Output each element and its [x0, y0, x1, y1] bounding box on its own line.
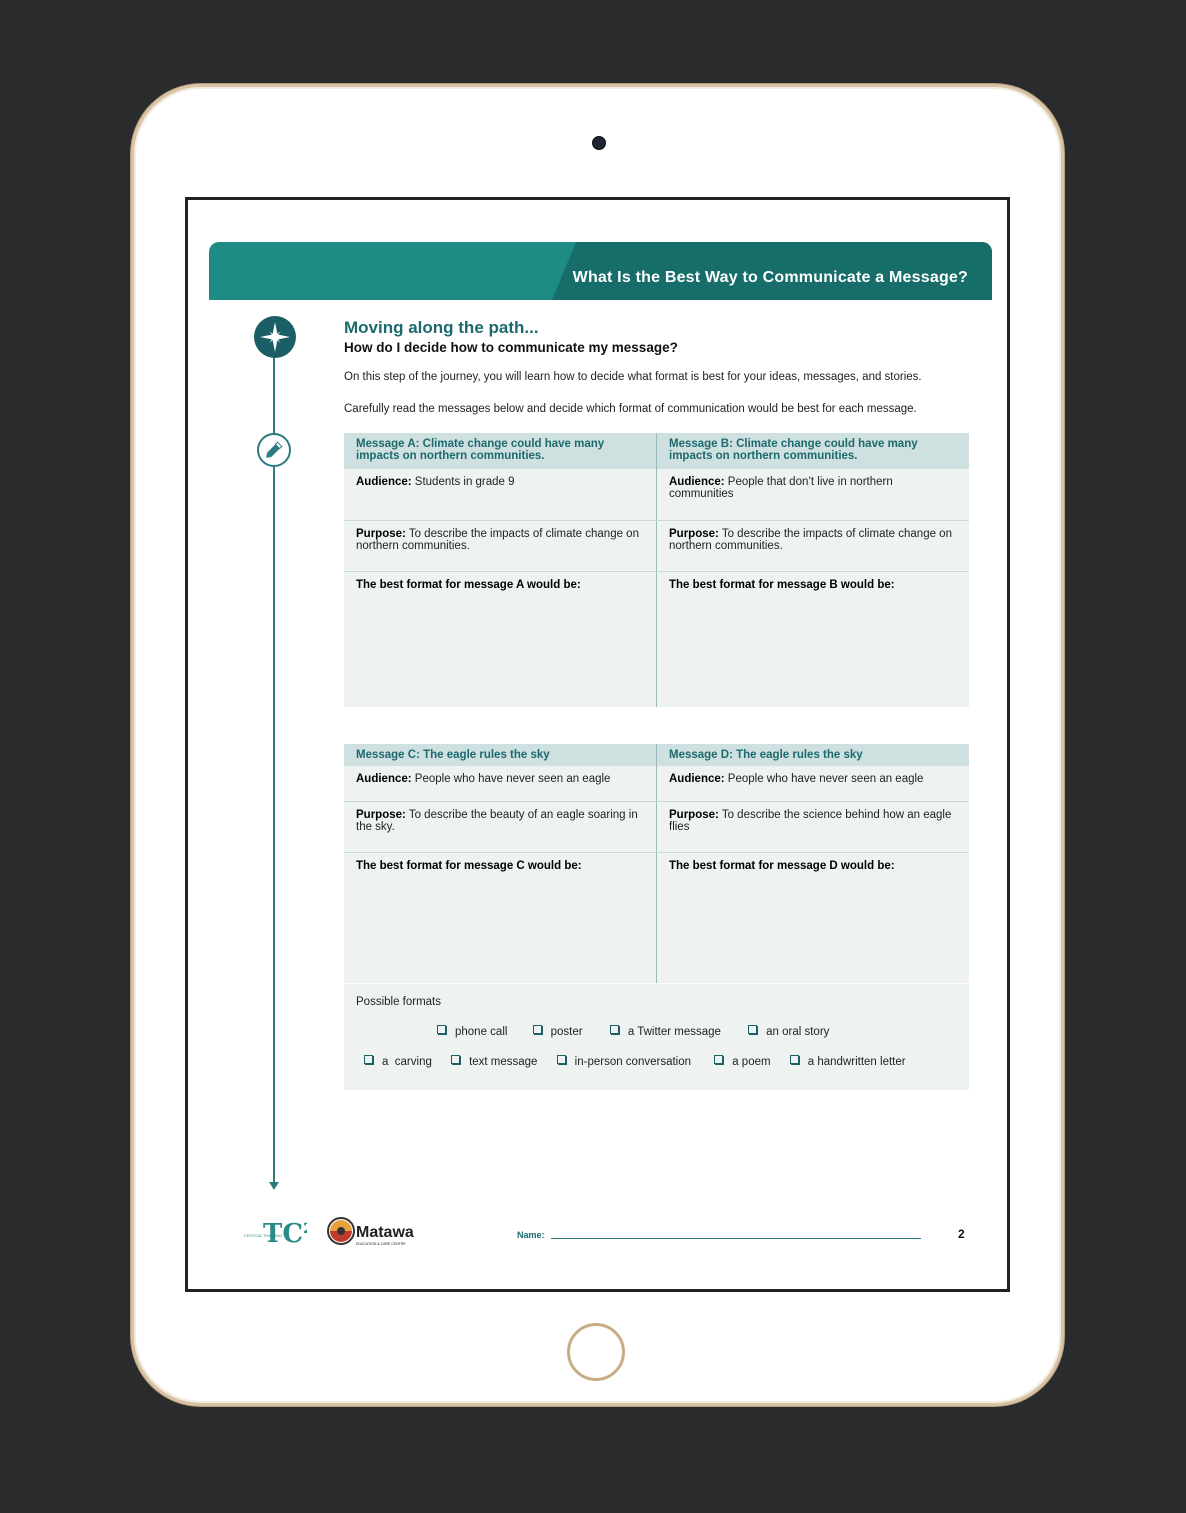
path-line [273, 355, 275, 1185]
message-a-purpose: Purpose: To describe the impacts of climate change on northern communities. [344, 520, 657, 571]
name-label: Name: [517, 1230, 545, 1240]
message-table-ab [344, 433, 969, 707]
table-row [344, 801, 969, 852]
message-a-header: Message A: Climate change could have many impacts on northern communities. [344, 433, 657, 469]
compass-star-icon [254, 316, 296, 358]
svg-text:CRITICAL THINKING: CRITICAL THINKING [244, 1233, 283, 1238]
home-button[interactable] [567, 1323, 625, 1381]
checkbox-icon[interactable] [451, 1055, 460, 1064]
message-a-answer-box[interactable]: The best format for message A would be: [344, 571, 657, 707]
format-option[interactable]: a carving [364, 1056, 432, 1068]
table-row [344, 433, 969, 469]
path-arrow-icon [269, 1182, 279, 1190]
message-b-audience: Audience: People that don’t live in northern communities [657, 469, 970, 520]
table-row [344, 469, 969, 520]
message-b-answer-box[interactable]: The best format for message B would be: [657, 571, 970, 707]
name-input-line[interactable] [551, 1238, 921, 1239]
table-row [344, 766, 969, 801]
critical-thinking-logo [243, 1212, 307, 1257]
svg-text:Matawa: Matawa [356, 1224, 414, 1241]
table-row [344, 852, 969, 983]
format-option[interactable]: phone call [437, 1026, 507, 1038]
checkbox-icon[interactable] [437, 1025, 446, 1034]
message-b-purpose: Purpose: To describe the impacts of climate change on northern communities. [657, 520, 970, 571]
camera-icon [592, 136, 606, 150]
intro-paragraph: On this step of the journey, you will learn how to decide what format is best for your ideas, messages, and stories. [344, 371, 922, 383]
format-option[interactable]: a poem [714, 1056, 770, 1068]
section-subheading: How do I decide how to communicate my message? [344, 340, 678, 355]
table-row [344, 571, 969, 707]
table-row [344, 520, 969, 571]
checkbox-icon[interactable] [610, 1025, 619, 1034]
svg-text:TC²: TC [263, 1219, 304, 1249]
message-d-answer-box[interactable]: The best format for message D would be: [657, 852, 970, 983]
message-c-header: Message C: The eagle rules the sky [344, 744, 657, 766]
section-heading: Moving along the path... [344, 318, 539, 337]
message-c-purpose: Purpose: To describe the beauty of an eagle soaring in the sky. [344, 801, 657, 852]
checkbox-icon[interactable] [790, 1055, 799, 1064]
formats-row-2 [364, 1056, 906, 1068]
message-a-audience: Audience: Students in grade 9 [344, 469, 657, 520]
possible-formats-label: Possible formats [356, 996, 442, 1008]
message-table-cd [344, 744, 969, 983]
title-banner [209, 242, 992, 300]
checkbox-icon[interactable] [557, 1055, 566, 1064]
message-d-header: Message D: The eagle rules the sky [657, 744, 970, 766]
svg-text:EDUCATION & CARE CENTRE: EDUCATION & CARE CENTRE [356, 1242, 406, 1246]
message-c-answer-box[interactable]: The best format for message C would be: [344, 852, 657, 983]
checkbox-icon[interactable] [364, 1055, 373, 1064]
message-b-header: Message B: Climate change could have many impacts on northern communities. [657, 433, 970, 469]
possible-formats-box [344, 984, 969, 1090]
matawa-logo [326, 1215, 416, 1254]
format-option[interactable]: a handwritten letter [790, 1056, 906, 1068]
formats-row-1 [437, 1026, 829, 1038]
format-option[interactable]: poster [533, 1026, 583, 1038]
page-title: What Is the Best Way to Communicate a Message? [572, 269, 968, 286]
pencil-icon [257, 433, 291, 467]
message-d-purpose: Purpose: To describe the science behind how an eagle flies [657, 801, 970, 852]
checkbox-icon[interactable] [533, 1025, 542, 1034]
message-d-audience: Audience: People who have never seen an eagle [657, 766, 970, 801]
message-c-audience: Audience: People who have never seen an eagle [344, 766, 657, 801]
table-row [344, 744, 969, 766]
checkbox-icon[interactable] [714, 1055, 723, 1064]
format-option[interactable]: an oral story [748, 1026, 829, 1038]
instruction-paragraph: Carefully read the messages below and decide which format of communication would be best for each message. [344, 403, 917, 415]
checkbox-icon[interactable] [748, 1025, 757, 1034]
document-page [185, 197, 1010, 1292]
format-option[interactable]: a Twitter message [610, 1026, 721, 1038]
format-option[interactable]: text message [451, 1056, 537, 1068]
page-number: 2 [958, 1227, 965, 1241]
format-option[interactable]: in-person conversation [557, 1056, 691, 1068]
